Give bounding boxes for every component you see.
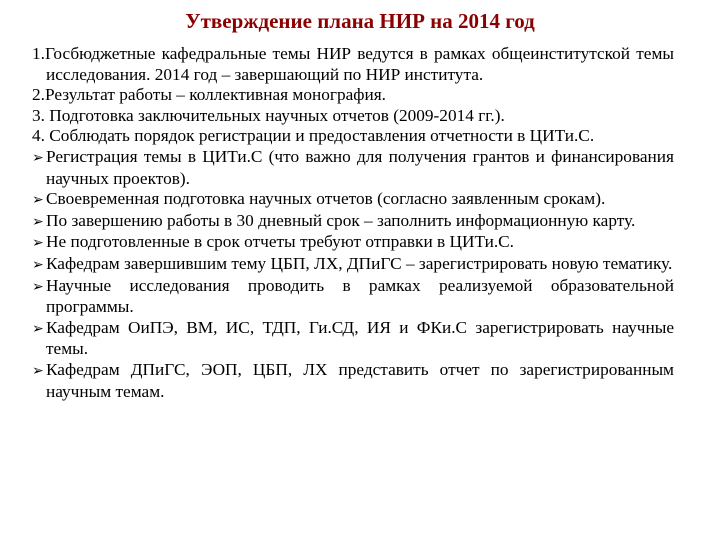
bullet-item-8 bbox=[32, 360, 674, 402]
bullet-text: Своевременная подготовка научных отчетов (согласно заявленным срокам). bbox=[46, 189, 606, 209]
bullet-text: Кафедрам ОиПЭ, ВМ, ИС, ТДП, Ги.СД, ИЯ и ФКи.С зарегистрировать научные темы. bbox=[46, 317, 674, 359]
bullet-item-2 bbox=[32, 189, 674, 211]
arrow-bullet-icon: ➢ bbox=[32, 256, 44, 273]
bullet-text: По завершению работы в 30 дневный срок – заполнить информационную карту. bbox=[46, 210, 636, 230]
bullet-text: Регистрация темы в ЦИТи.С (что важно для получения грантов и финансирования научных проектов). bbox=[46, 146, 674, 188]
arrow-bullet-icon: ➢ bbox=[32, 235, 44, 252]
bullet-text: Научные исследования проводить в рамках реализуемой образовательной программы. bbox=[46, 275, 674, 317]
bullet-item-4 bbox=[32, 232, 674, 254]
bullet-item-7 bbox=[32, 318, 674, 360]
bullet-item-6 bbox=[32, 276, 674, 318]
arrow-bullet-icon: ➢ bbox=[32, 278, 44, 295]
slide-title: Утверждение плана НИР на 2014 год bbox=[185, 9, 535, 33]
numbered-item-3: 3. Подготовка заключительных научных отчетов (2009-2014 гг.). bbox=[32, 105, 505, 125]
numbered-item-2: 2.Результат работы – коллективная монография. bbox=[32, 85, 386, 105]
bullet-text: Не подготовленные в срок отчеты требуют отправки в ЦИТи.С. bbox=[46, 232, 515, 252]
numbered-item-1: 1.Госбюджетные кафедральные темы НИР ведутся в рамках общеинститутской темы исследования. 2014 год – завершающий по НИР института. bbox=[32, 44, 674, 84]
bullet-item-5 bbox=[32, 254, 674, 276]
bullet-text: Кафедрам ДПиГС, ЭОП, ЦБП, ЛХ представить отчет по зарегистрированным научным темам. bbox=[46, 359, 674, 401]
arrow-bullet-icon: ➢ bbox=[32, 149, 44, 166]
bullet-item-3 bbox=[32, 211, 674, 233]
numbered-item-4: 4. Соблюдать порядок регистрации и предоставления отчетности в ЦИТи.С. bbox=[32, 126, 595, 146]
arrow-bullet-icon: ➢ bbox=[32, 362, 44, 379]
bullet-text: Кафедрам завершившим тему ЦБП, ЛХ, ДПиГС – зарегистрировать новую тематику. bbox=[46, 253, 673, 273]
bullet-item-1 bbox=[32, 147, 674, 189]
arrow-bullet-icon: ➢ bbox=[32, 213, 44, 230]
arrow-bullet-icon: ➢ bbox=[32, 320, 44, 337]
slide-content bbox=[32, 44, 674, 402]
arrow-bullet-icon: ➢ bbox=[32, 192, 44, 209]
